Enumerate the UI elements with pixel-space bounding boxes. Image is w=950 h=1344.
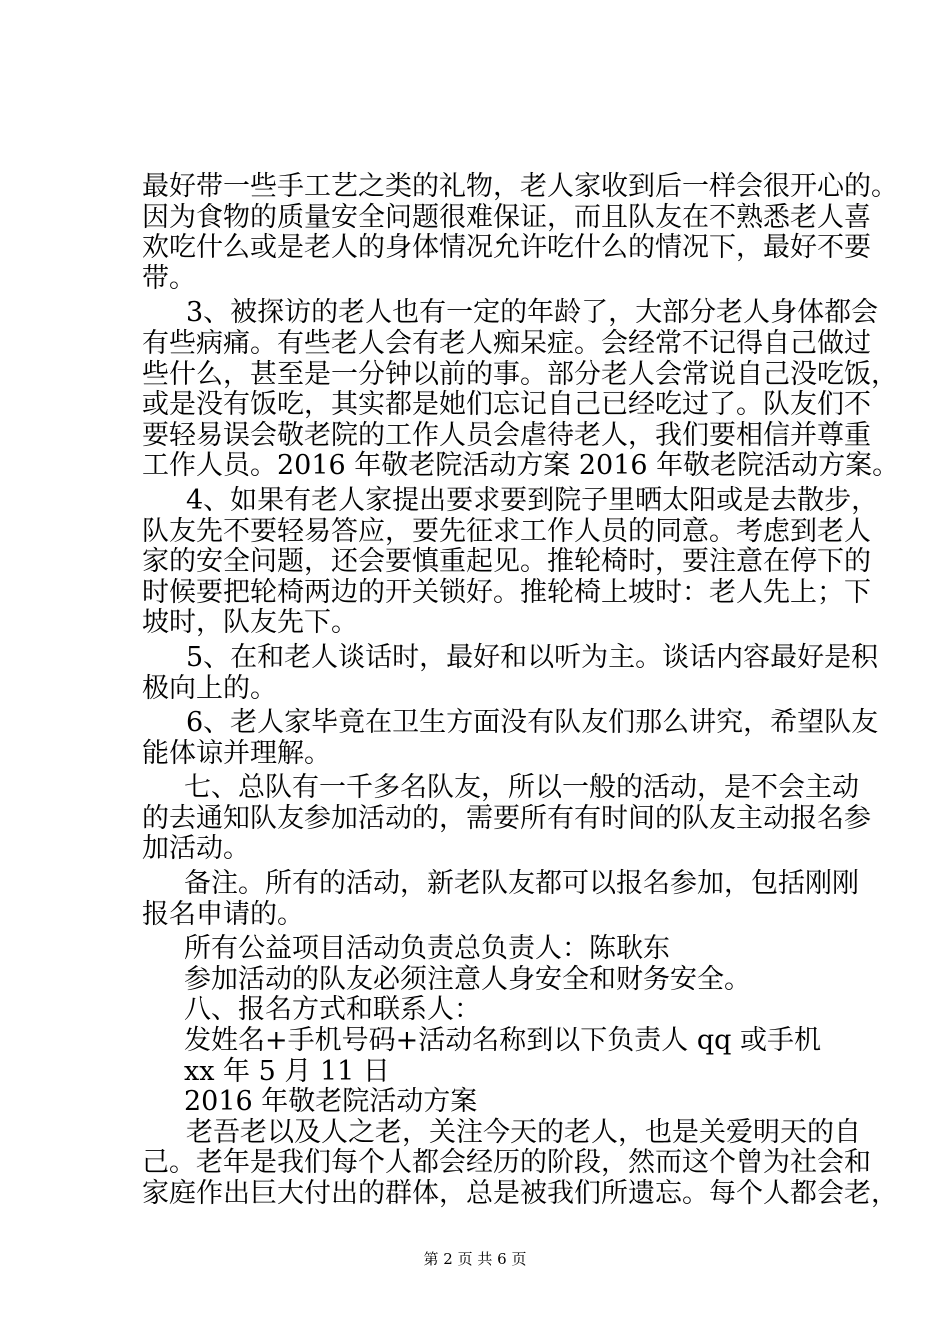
text-line: 坡时，队友先下。 bbox=[142, 607, 358, 639]
document-body bbox=[142, 171, 900, 1210]
text-line: 4、如果有老人家提出要求要到院子里晒太阳或是去散步， bbox=[186, 484, 879, 516]
text-line: 最好带一些手工艺之类的礼物，老人家收到后一样会很开心的。 bbox=[142, 171, 898, 202]
text-line: 有些病痛。有些老人会有老人痴呆症。会经常不记得自己做过 bbox=[142, 327, 871, 359]
text-line: 工作人员。2016 年敬老院活动方案 2016 年敬老院活动方案。 bbox=[142, 450, 900, 482]
text-line: 些什么，甚至是一分钟以前的事。部分老人会常说自己没吃饭， bbox=[142, 358, 898, 390]
text-line: 极向上的。 bbox=[142, 672, 277, 704]
text-line: 八、报名方式和联系人： bbox=[184, 994, 481, 1026]
text-line: 或是没有饭吃，其实都是她们忘记自己已经吃过了。队友们不 bbox=[142, 389, 871, 421]
text-line: 5、在和老人谈话时，最好和以听为主。谈话内容最好是积 bbox=[186, 641, 879, 673]
text-line: 备注。所有的活动，新老队友都可以报名参加，包括刚刚 bbox=[184, 868, 859, 900]
text-line: 报名申请的。 bbox=[142, 898, 304, 930]
text-line: 发姓名+手机号码+活动名称到以下负责人 qq 或手机 bbox=[184, 1025, 821, 1057]
page-footer: 第 2 页 共 6 页 bbox=[423, 1250, 527, 1268]
text-line: 己。老年是我们每个人都会经历的阶段，然而这个曾为社会和 bbox=[142, 1147, 871, 1179]
text-line: 要轻易误会敬老院的工作人员会虐待老人，我们要相信并尊重 bbox=[142, 419, 871, 451]
text-line: 时候要把轮椅两边的开关锁好。推轮椅上坡时：老人先上；下 bbox=[142, 576, 871, 608]
text-line: 所有公益项目活动负责总负责人：陈耿东 bbox=[184, 933, 670, 965]
text-line: 队友先不要轻易答应，要先征求工作人员的同意。考虑到老人 bbox=[142, 515, 871, 547]
text-line: 加活动。 bbox=[142, 833, 250, 865]
text-line: 参加活动的队友必须注意人身安全和财务安全。 bbox=[184, 963, 751, 995]
text-line: 欢吃什么或是老人的身体情况允许吃什么的情况下，最好不要 bbox=[142, 232, 871, 264]
text-line: 因为食物的质量安全问题很难保证，而且队友在不熟悉老人喜 bbox=[142, 201, 871, 233]
text-line: 的去通知队友参加活动的，需要所有有时间的队友主动报名参 bbox=[142, 802, 871, 834]
text-line: 6、老人家毕竟在卫生方面没有队友们那么讲究，希望队友 bbox=[186, 707, 879, 739]
text-line: 带。 bbox=[142, 262, 196, 294]
text-line: 家庭作出巨大付出的群体，总是被我们所遗忘。每个人都会老， bbox=[142, 1178, 898, 1209]
text-line: xx 年 5 月 11 日 bbox=[184, 1055, 390, 1087]
text-line: 老吾老以及人之老，关注今天的老人，也是关爱明天的自 bbox=[186, 1116, 861, 1148]
text-line: 2016 年敬老院活动方案 bbox=[184, 1086, 478, 1118]
text-line: 3、被探访的老人也有一定的年龄了，大部分老人身体都会 bbox=[186, 297, 879, 329]
text-line: 能体谅并理解。 bbox=[142, 737, 331, 769]
text-line: 七、总队有一千多名队友，所以一般的活动，是不会主动 bbox=[184, 772, 859, 804]
text-line: 家的安全问题，还会要慎重起见。推轮椅时，要注意在停下的 bbox=[142, 546, 871, 578]
